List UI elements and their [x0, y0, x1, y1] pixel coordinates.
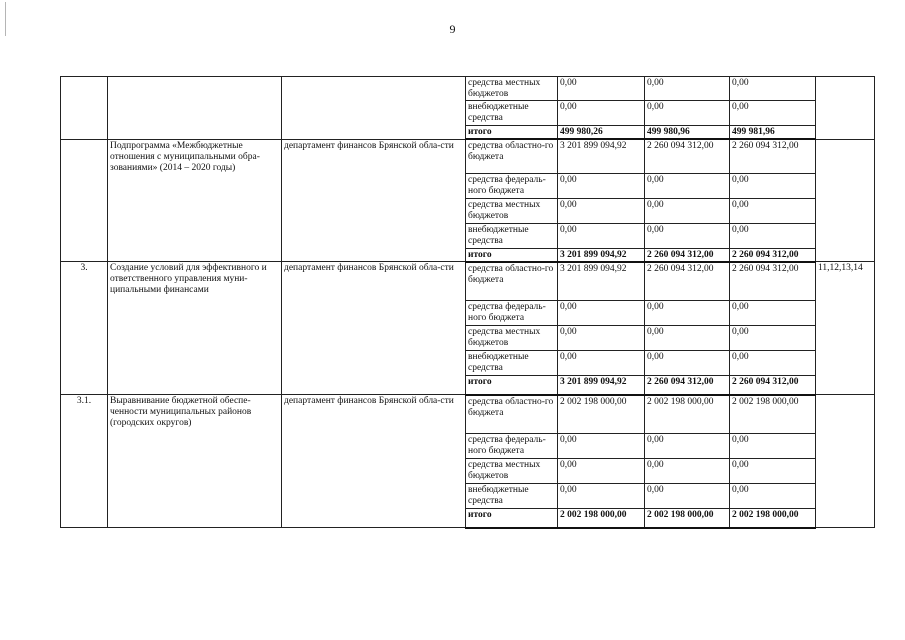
amount-cell: 0,00 — [645, 77, 730, 101]
amount-cell: 0,00 — [558, 459, 645, 484]
amount-cell: 0,00 — [558, 173, 645, 198]
amount-cell: 0,00 — [558, 301, 645, 326]
amount-cell: 2 260 094 312,00 — [645, 248, 730, 262]
amount-cell: 499 980,96 — [645, 126, 730, 140]
source-cell: средства областно-го бюджета — [466, 395, 558, 434]
amount-cell: 0,00 — [645, 198, 730, 223]
amount-cell: 499 981,96 — [730, 126, 816, 140]
source-cell: внебюджетные средства — [466, 101, 558, 126]
amount-cell: 0,00 — [730, 459, 816, 484]
amount-cell: 0,00 — [730, 101, 816, 126]
num-cell: 3.1. — [61, 395, 108, 528]
amount-cell: 0,00 — [645, 301, 730, 326]
name-cell: Выравнивание бюджетной обеспе-ченности муниципальных районов (городских округов) — [108, 395, 282, 528]
page-number: 9 — [449, 22, 456, 36]
source-cell: итого — [466, 376, 558, 395]
amount-cell: 0,00 — [645, 484, 730, 509]
amount-cell: 0,00 — [730, 198, 816, 223]
executor-cell: департамент финансов Брянской обла-сти — [282, 139, 466, 262]
amount-cell: 0,00 — [558, 223, 645, 248]
amount-cell: 2 260 094 312,00 — [730, 248, 816, 262]
source-cell: итого — [466, 509, 558, 528]
source-cell: средства местных бюджетов — [466, 459, 558, 484]
amount-cell: 2 260 094 312,00 — [645, 376, 730, 395]
amount-cell: 3 201 899 094,92 — [558, 262, 645, 301]
amount-cell: 0,00 — [558, 484, 645, 509]
amount-cell: 3 201 899 094,92 — [558, 376, 645, 395]
amount-cell: 0,00 — [558, 326, 645, 351]
source-cell: внебюджетные средства — [466, 484, 558, 509]
source-cell: средства федераль-ного бюджета — [466, 301, 558, 326]
name-cell — [108, 77, 282, 140]
source-cell: итого — [466, 126, 558, 140]
source-cell: средства местных бюджетов — [466, 326, 558, 351]
amount-cell: 0,00 — [730, 351, 816, 376]
amount-cell: 0,00 — [645, 351, 730, 376]
targets-cell — [816, 77, 875, 140]
table-row — [61, 77, 875, 101]
amount-cell: 0,00 — [645, 223, 730, 248]
amount-cell: 0,00 — [730, 301, 816, 326]
source-cell: итого — [466, 248, 558, 262]
amount-cell: 0,00 — [730, 77, 816, 101]
amount-cell: 0,00 — [645, 434, 730, 459]
amount-cell: 0,00 — [558, 198, 645, 223]
amount-cell: 2 002 198 000,00 — [730, 395, 816, 434]
source-cell: средства федераль-ного бюджета — [466, 173, 558, 198]
name-cell: Создание условий для эффективного и ответственного управления муни-ципальными финансами — [108, 262, 282, 395]
amount-cell: 2 002 198 000,00 — [730, 509, 816, 528]
targets-cell — [816, 139, 875, 262]
amount-cell: 0,00 — [730, 223, 816, 248]
amount-cell: 0,00 — [645, 101, 730, 126]
executor-cell: департамент финансов Брянской обла-сти — [282, 395, 466, 528]
num-cell — [61, 139, 108, 262]
num-cell — [61, 77, 108, 140]
amount-cell: 2 002 198 000,00 — [645, 395, 730, 434]
amount-cell: 0,00 — [558, 434, 645, 459]
amount-cell: 2 002 198 000,00 — [558, 509, 645, 528]
amount-cell: 0,00 — [730, 326, 816, 351]
executor-cell — [282, 77, 466, 140]
num-cell: 3. — [61, 262, 108, 395]
targets-cell — [816, 395, 875, 528]
table-row — [61, 139, 875, 173]
amount-cell: 2 260 094 312,00 — [645, 139, 730, 173]
source-cell: средства областно-го бюджета — [466, 262, 558, 301]
amount-cell: 0,00 — [558, 351, 645, 376]
amount-cell: 2 260 094 312,00 — [730, 262, 816, 301]
amount-cell: 2 260 094 312,00 — [645, 262, 730, 301]
source-cell: внебюджетные средства — [466, 351, 558, 376]
targets-cell: 11,12,13,14 — [816, 262, 875, 395]
source-cell: средства областно-го бюджета — [466, 139, 558, 173]
amount-cell: 0,00 — [645, 326, 730, 351]
name-cell: Подпрограмма «Межбюджетные отношения с муниципальными обра-зованиями» (2014 – 2020 годы) — [108, 139, 282, 262]
amount-cell: 0,00 — [730, 484, 816, 509]
amount-cell: 499 980,26 — [558, 126, 645, 140]
source-cell: внебюджетные средства — [466, 223, 558, 248]
amount-cell: 2 002 198 000,00 — [645, 509, 730, 528]
table-row — [61, 262, 875, 301]
amount-cell: 0,00 — [730, 434, 816, 459]
budget-table — [60, 76, 875, 529]
amount-cell: 0,00 — [558, 77, 645, 101]
amount-cell: 2 260 094 312,00 — [730, 139, 816, 173]
amount-cell: 0,00 — [558, 101, 645, 126]
amount-cell: 0,00 — [645, 459, 730, 484]
source-cell: средства местных бюджетов — [466, 198, 558, 223]
executor-cell: департамент финансов Брянской обла-сти — [282, 262, 466, 395]
amount-cell: 3 201 899 094,92 — [558, 248, 645, 262]
amount-cell: 3 201 899 094,92 — [558, 139, 645, 173]
amount-cell: 2 002 198 000,00 — [558, 395, 645, 434]
amount-cell: 2 260 094 312,00 — [730, 376, 816, 395]
source-cell: средства местных бюджетов — [466, 77, 558, 101]
table-row — [61, 395, 875, 434]
source-cell: средства федераль-ного бюджета — [466, 434, 558, 459]
amount-cell: 0,00 — [645, 173, 730, 198]
amount-cell: 0,00 — [730, 173, 816, 198]
